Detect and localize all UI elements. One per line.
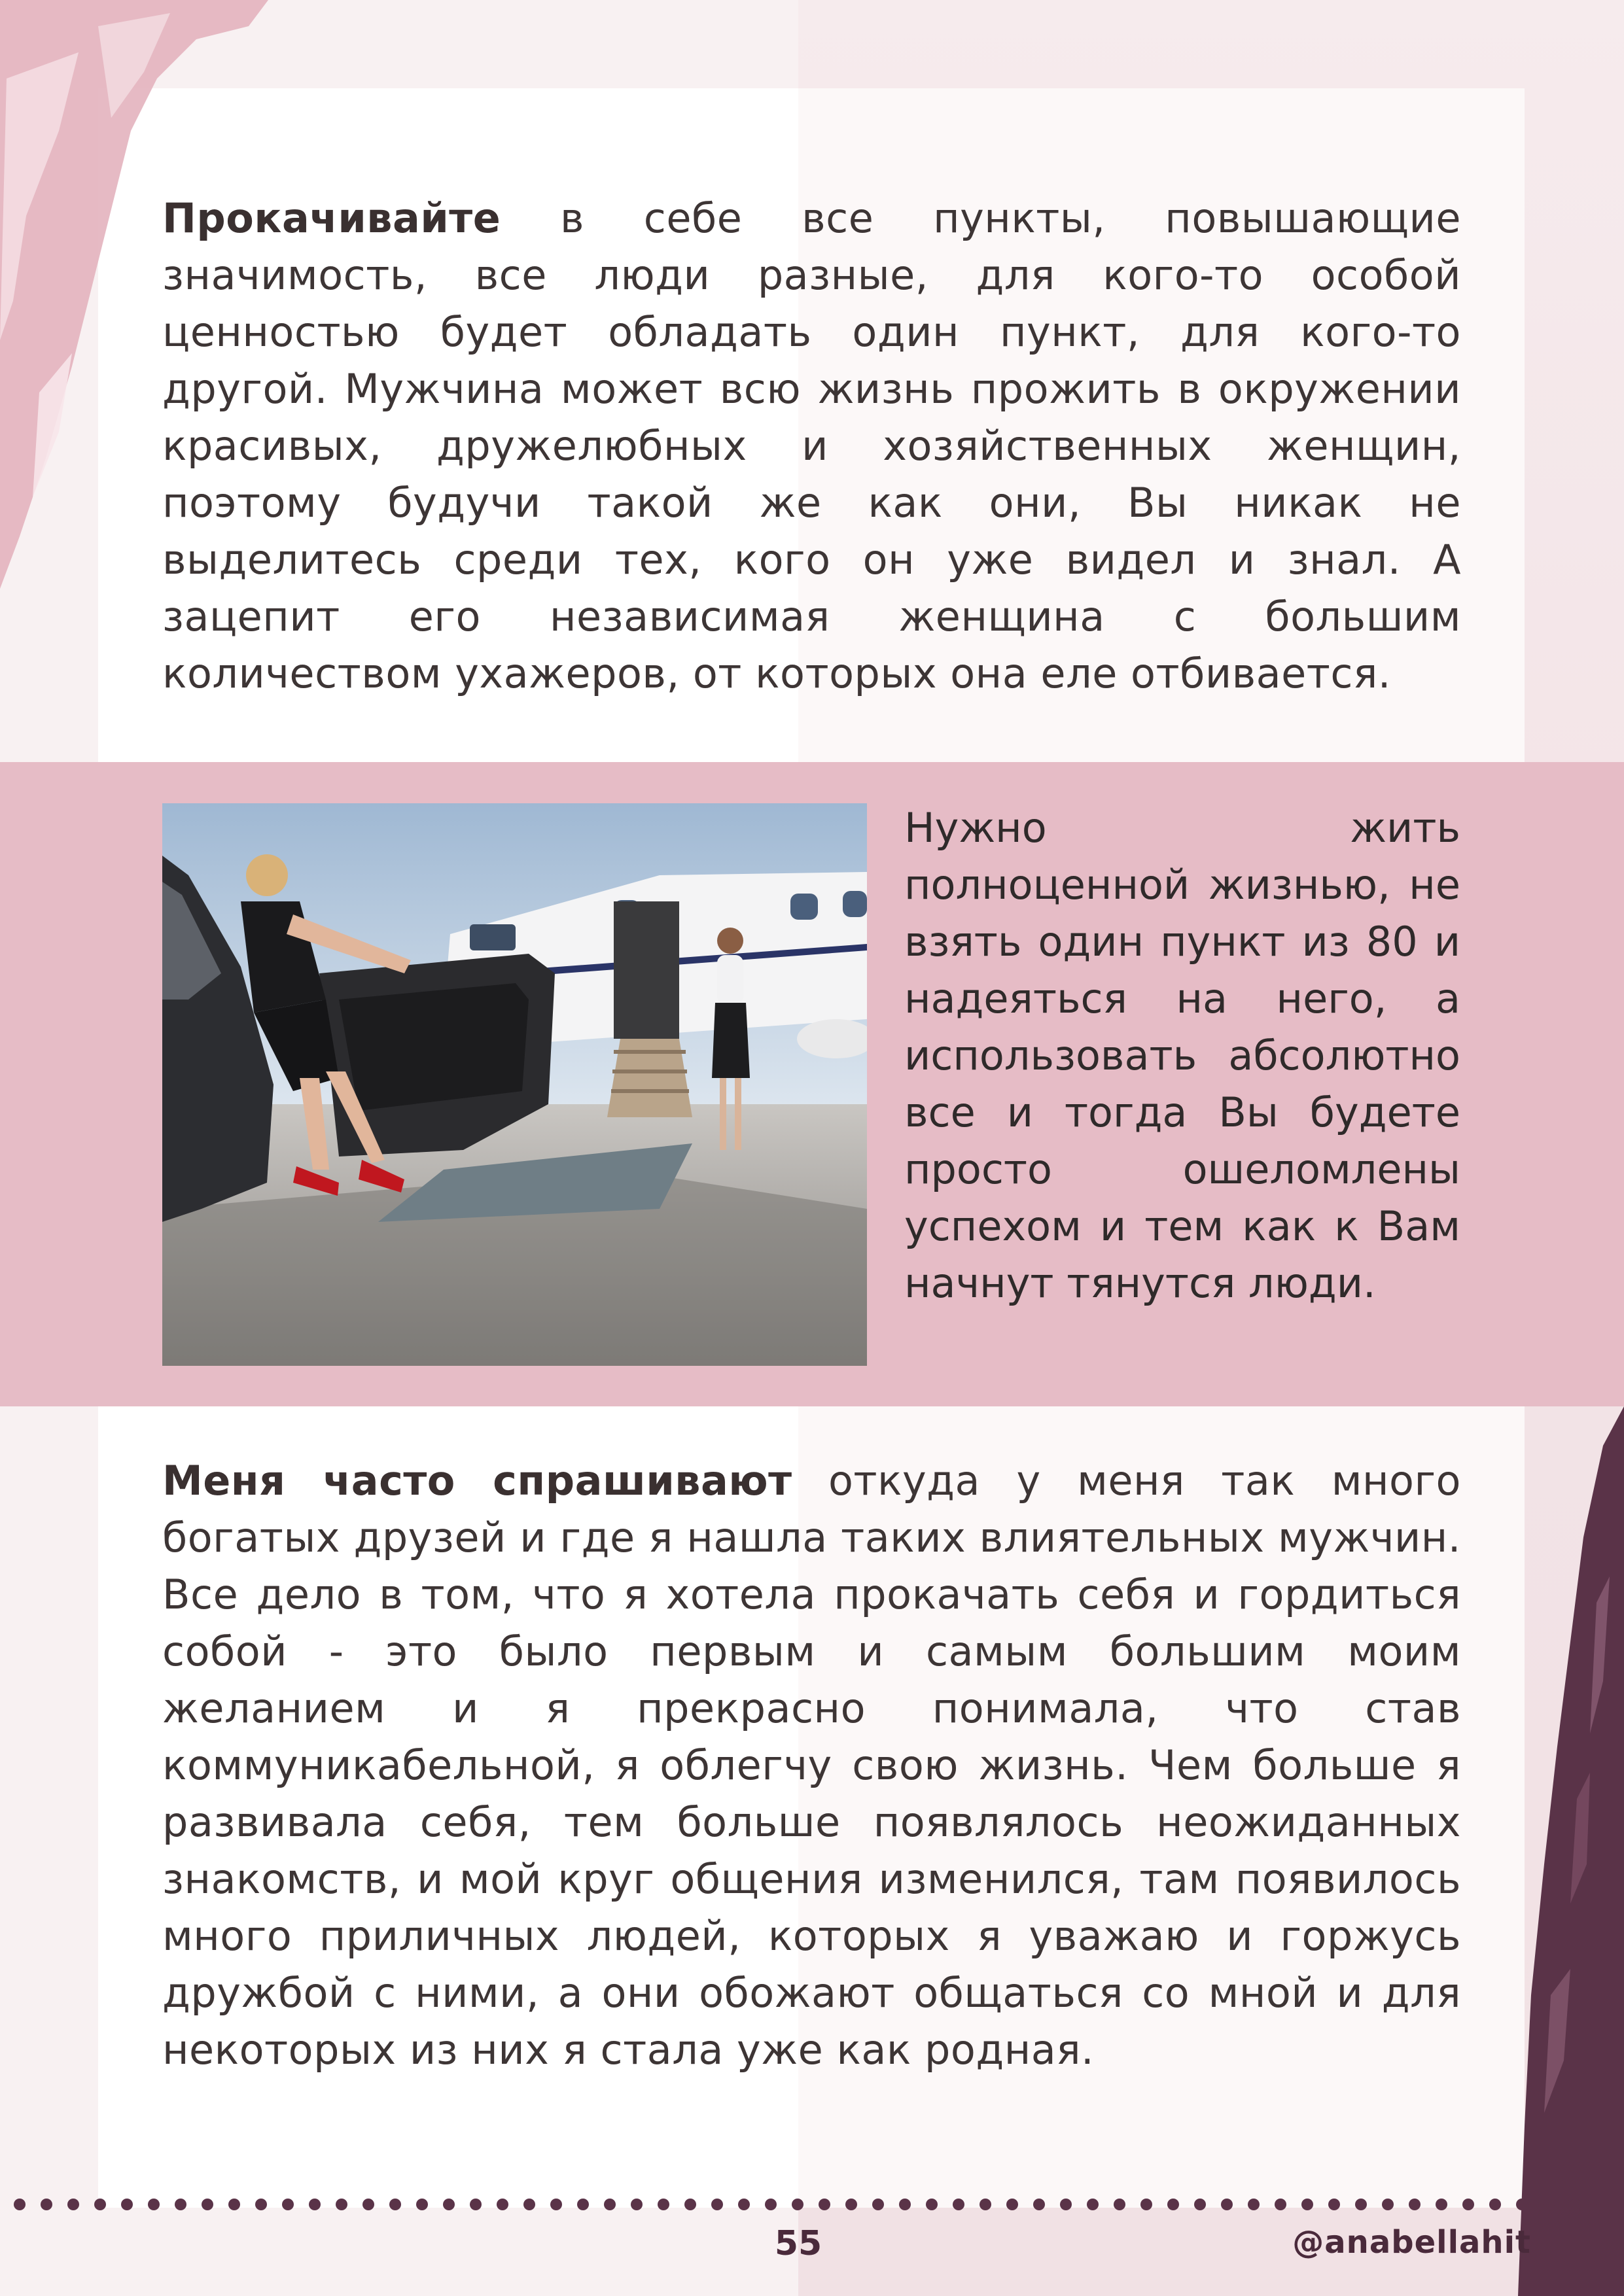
divider-dot (497, 2199, 508, 2210)
divider-dot (1301, 2199, 1313, 2210)
divider-dot (1087, 2199, 1099, 2210)
divider-dot (1248, 2199, 1260, 2210)
intro-text: в себе все пункты, повышающие значимость, все люди разные, для кого-то особой ценностью будет обладать один пункт, для кого-то другой. Мужчина может всю жизнь прожить в окружении красивых, дружелюбных и хозяйственных женщин, поэтому будучи такой же как они, Вы никак не выделитесь среди тех, кого он уже видел и знал. А зацепит его независимая женщина с большим количеством ухажеров, от которых она еле отбивается. (162, 194, 1461, 697)
divider-dot (872, 2199, 884, 2210)
divider-dot (309, 2199, 321, 2210)
divider-dot (1489, 2199, 1501, 2210)
divider-dot (282, 2199, 294, 2210)
divider-dot (1275, 2199, 1286, 2210)
intro-bold-lead: Прокачивайте (162, 194, 501, 242)
intro-paragraph (162, 190, 1461, 702)
closing-text: откуда у меня так много богатых друзей и где я нашла таких влиятельных мужчин. Все дело в том, что я хотела прокачать себя и гордиться собой - это было первым и самым большим моим желанием и я прекрасно понимала, что став коммуникабельной, я облегчу свою жизнь. Чем больше я развивала себя, тем больше появлялось неожиданных знакомств, и мой круг общения изменился, там появилось много приличных людей, которых я уважаю и горжусь дружбой с ними, а они обожают общаться со мной и для некоторых из них я стала уже как родная. (162, 1457, 1461, 2074)
divider-dot (926, 2199, 938, 2210)
divider-dot (228, 2199, 240, 2210)
divider-dot (416, 2199, 428, 2210)
divider-dot (1597, 2199, 1608, 2210)
dotted-divider (0, 2191, 1624, 2218)
divider-dot (1543, 2199, 1555, 2210)
closing-bold-lead: Меня часто спрашивают (162, 1457, 792, 1505)
divider-dot (953, 2199, 964, 2210)
divider-dot (631, 2199, 643, 2210)
divider-dot (41, 2199, 52, 2210)
divider-dot (470, 2199, 482, 2210)
divider-dot (389, 2199, 401, 2210)
divider-dot (845, 2199, 857, 2210)
divider-dot (1409, 2199, 1421, 2210)
divider-dot (148, 2199, 160, 2210)
divider-dot (14, 2199, 26, 2210)
divider-dot (202, 2199, 213, 2210)
divider-dot (711, 2199, 723, 2210)
divider-dot (336, 2199, 347, 2210)
divider-dot (523, 2199, 535, 2210)
divider-dot (819, 2199, 830, 2210)
divider-dot (1194, 2199, 1206, 2210)
closing-paragraph (162, 1452, 1461, 2078)
brush-stroke-bottom-right (1505, 1406, 1624, 2296)
divider-dot (1167, 2199, 1179, 2210)
divider-dot (684, 2199, 696, 2210)
divider-dot (1140, 2199, 1152, 2210)
divider-dot (738, 2199, 750, 2210)
divider-dot (1436, 2199, 1447, 2210)
divider-dot (980, 2199, 991, 2210)
divider-dot (1382, 2199, 1394, 2210)
divider-dot (765, 2199, 777, 2210)
divider-dot (255, 2199, 267, 2210)
divider-dot (362, 2199, 374, 2210)
divider-dot (1516, 2199, 1528, 2210)
divider-dot (175, 2199, 186, 2210)
band-paragraph: Нужно жить полноценной жизнью, не взять один пункт из 80 и надеяться на него, а использовать абсолютно все и тогда Вы будете просто ошеломлены успехом и тем как к Вам начнут тянутся люди. (904, 804, 1460, 1307)
divider-dot (658, 2199, 669, 2210)
divider-dot (1355, 2199, 1367, 2210)
divider-dot (1006, 2199, 1018, 2210)
divider-dot (121, 2199, 133, 2210)
divider-dot (1570, 2199, 1581, 2210)
divider-dot (577, 2199, 589, 2210)
divider-dot (443, 2199, 455, 2210)
divider-dot (604, 2199, 616, 2210)
divider-dot (1462, 2199, 1474, 2210)
author-handle: @anabellahit (1292, 2224, 1531, 2261)
divider-dot (1221, 2199, 1233, 2210)
divider-dot (1114, 2199, 1125, 2210)
photo-private-jet (162, 803, 867, 1366)
divider-dot (792, 2199, 803, 2210)
divider-dot (1060, 2199, 1072, 2210)
divider-dot (67, 2199, 79, 2210)
divider-dot (1033, 2199, 1045, 2210)
page-number: 55 (774, 2224, 822, 2263)
divider-dot (1328, 2199, 1340, 2210)
divider-dot (899, 2199, 911, 2210)
divider-dot (94, 2199, 106, 2210)
divider-dot (550, 2199, 562, 2210)
